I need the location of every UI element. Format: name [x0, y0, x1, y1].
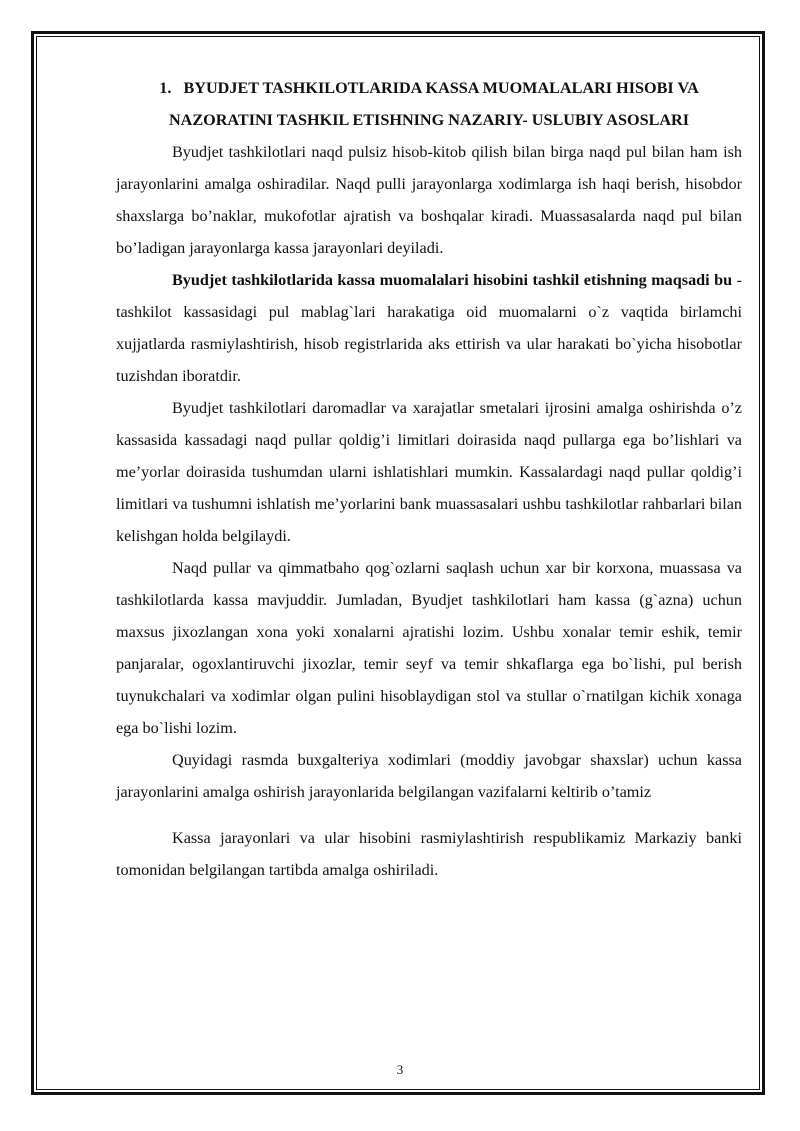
paragraph-5: Quyidagi rasmda buxgalteriya xodimlari (moddiy javobgar shaxslar) uchun kassa jarayonlarini amalga oshirish jarayonlarida belgilangan vazifalarni keltirib o’tamiz: [116, 751, 742, 801]
paragraph-4: Naqd pullar va qimmatbaho qog`ozlarni saqlash uchun xar bir korxona, muassasa va tashkilotlarda kassa mavjuddir. Jumladan, Byudjet tashkilotlari ham kassa (g`azna) uchun maxsus jixozlangan xona yoki xonalarni ajratishi lozim. Ushbu xonalar temir eshik, temir panjaralar, ogoxlantiruvchi jixozlar, temir seyf va temir shkaflarga ega bo`lishi, pul berish tuynukchalari va xodimlar olgan pulini hisoblaydigan stol va stullar o`rnatilgan kichik xonaga ega bo`lishi lozim.: [116, 559, 742, 737]
section-heading: [116, 72, 742, 136]
document-body: [116, 72, 742, 886]
page-number: 3: [396, 1062, 404, 1077]
paragraph-1: Byudjet tashkilotlari naqd pulsiz hisob-kitob qilish bilan birga naqd pul bilan ham ish jarayonlarini amalga oshiradilar. Naqd pulli jarayonlarga xodimlarga ish haqi berish, hisobdor shaxslarga bo’naklar, mukofotlar ajratish va boshqalar kiradi. Muassasalarda naqd pul bilan bo’ladigan jarayonlarga kassa jarayonlari deyiladi.: [116, 143, 742, 257]
section-number: 1.: [159, 79, 172, 97]
paragraph-2: [116, 264, 742, 392]
paragraph-2-text: - tashkilot kassasidagi pul mablag`lari harakatiga oid muomalarni o`z vaqtida birlamchi xujjatlarda rasmiylashtirish, hisob registrlarida aks ettirish va ular harakati bo`yicha hisobotlar tuzishdan iboratdir.: [116, 271, 742, 385]
paragraph-3: Byudjet tashkilotlari daromadlar va xarajatlar smetalari ijrosini amalga oshirishda o’z kassasida kassadagi naqd pullar qoldig’i limitlari doirasida naqd pullarga ega bo’lishlari va me’yorlar doirasida tushumdan ularni ishlatishlari mumkin. Kassalardagi naqd pullar qoldig’i limitlari va tushumni ishlatish me’yorlarini bank muassasalari ushbu tashkilotlar rahbarlari bilan kelishgan holda belgilaydi.: [116, 399, 742, 545]
section-title: BYUDJET TASHKILOTLARIDA KASSA MUOMALALARI HISOBI VA NAZORATINI TASHKIL ETISHNING NAZARIY- USLUBIY ASOSLARI: [168, 79, 699, 129]
paragraph-2-bold-lead: Byudjet tashkilotlarida kassa muomalalari hisobini tashkil etishning maqsadi bu: [172, 271, 733, 289]
paragraph-6: Kassa jarayonlari va ular hisobini rasmiylashtirish respublikamiz Markaziy banki tomonidan belgilangan tartibda amalga oshiriladi.: [116, 829, 742, 879]
